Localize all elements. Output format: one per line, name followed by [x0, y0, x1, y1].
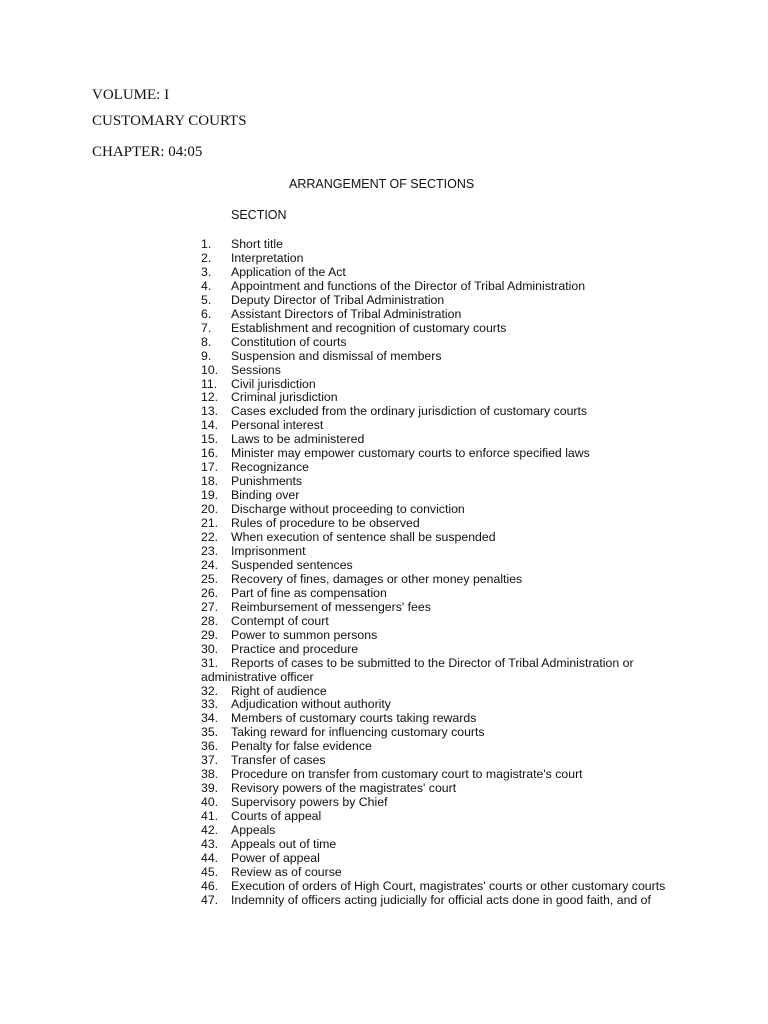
section-title: Procedure on transfer from customary court to magistrate's court [231, 767, 583, 782]
section-entry [201, 810, 691, 824]
arrangement-heading: ARRANGEMENT OF SECTIONS [289, 177, 475, 191]
section-title: Members of customary courts taking rewards [231, 711, 477, 726]
section-number: 23. [201, 543, 219, 558]
section-number: 4. [201, 278, 212, 293]
section-title: Adjudication without authority [231, 697, 391, 712]
section-number: 1. [201, 237, 212, 251]
section-number: 10. [201, 362, 219, 377]
section-column-heading: SECTION [231, 208, 287, 222]
section-title: Imprisonment [231, 543, 306, 558]
section-number: 25. [201, 571, 219, 586]
section-title: Part of fine as compensation [231, 585, 387, 600]
section-number: 27. [201, 599, 219, 614]
section-entry [201, 559, 691, 573]
section-entry [201, 615, 691, 629]
section-entry [201, 433, 691, 447]
section-number: 3. [201, 264, 212, 279]
section-number: 7. [201, 320, 212, 335]
section-title: Right of audience [231, 683, 327, 698]
section-number: 45. [201, 864, 219, 879]
section-number: 26. [201, 585, 219, 600]
section-title: Discharge without proceeding to conviction [231, 502, 465, 517]
section-title: Recovery of fines, damages or other money penalties [231, 571, 523, 586]
section-entry [201, 447, 691, 461]
section-number: 20. [201, 502, 219, 517]
section-title: Personal interest [231, 418, 324, 433]
section-entry [201, 378, 691, 392]
section-number: 13. [201, 404, 219, 419]
section-title: Reports of cases to be submitted to the Director of Tribal Administration or administrative officer [201, 655, 634, 684]
section-entry [201, 824, 691, 838]
section-entry [201, 685, 691, 699]
section-title: Civil jurisdiction [231, 376, 316, 391]
section-title: Indemnity of officers acting judicially for official acts done in good faith, and of [231, 892, 651, 907]
section-number: 22. [201, 530, 219, 545]
section-entry [201, 419, 691, 433]
section-entry [201, 880, 691, 894]
section-title: Reimbursement of messengers' fees [231, 599, 431, 614]
section-entry [201, 336, 691, 350]
section-entry [201, 894, 691, 908]
section-number: 38. [201, 767, 219, 782]
section-entry [201, 322, 691, 336]
section-number: 42. [201, 823, 219, 838]
section-entry [201, 280, 691, 294]
section-entry [201, 252, 691, 266]
section-number: 37. [201, 753, 219, 768]
section-entry [201, 657, 691, 685]
section-title: Courts of appeal [231, 809, 322, 824]
section-number: 31. [201, 655, 219, 670]
section-title: Revisory powers of the magistrates' court [231, 781, 457, 796]
section-entry [201, 531, 691, 545]
section-entry [201, 796, 691, 810]
section-entry [201, 503, 691, 517]
section-entry [201, 587, 691, 601]
chapter-label: CHAPTER: 04:05 [92, 144, 203, 160]
section-entry [201, 517, 691, 531]
section-number: 35. [201, 725, 219, 740]
section-number: 17. [201, 460, 219, 475]
section-entry [201, 475, 691, 489]
section-title: Penalty for false evidence [231, 739, 372, 754]
section-title: Appeals [231, 823, 276, 838]
section-entry [201, 461, 691, 475]
section-entry [201, 391, 691, 405]
section-number: 16. [201, 446, 219, 461]
section-title: Minister may empower customary courts to enforce specified laws [231, 446, 590, 461]
section-title: Appointment and functions of the Director of Tribal Administration [231, 278, 586, 293]
section-title: Supervisory powers by Chief [231, 795, 388, 810]
section-entry [201, 643, 691, 657]
section-number: 12. [201, 390, 219, 405]
section-number: 47. [201, 892, 219, 907]
section-entry [201, 350, 691, 364]
section-title: Recognizance [231, 460, 309, 475]
section-entry [201, 266, 691, 280]
section-number: 24. [201, 557, 219, 572]
section-entry [201, 726, 691, 740]
section-title: Laws to be administered [231, 432, 365, 447]
section-number: 41. [201, 809, 219, 824]
section-entry [201, 754, 691, 768]
section-number: 30. [201, 641, 219, 656]
section-number: 11. [201, 376, 218, 391]
section-number: 5. [201, 292, 212, 307]
section-number: 14. [201, 418, 219, 433]
sections-list [201, 238, 691, 908]
section-title: Punishments [231, 474, 303, 489]
section-title: Establishment and recognition of customary courts [231, 320, 507, 335]
section-entry [201, 712, 691, 726]
section-entry [201, 405, 691, 419]
section-entry [201, 601, 691, 615]
section-title: Sessions [231, 362, 281, 377]
section-title: Application of the Act [231, 264, 346, 279]
section-entry [201, 294, 691, 308]
section-number: 28. [201, 613, 219, 628]
section-number: 34. [201, 711, 219, 726]
section-title: Suspension and dismissal of members [231, 348, 442, 363]
section-title: Practice and procedure [231, 641, 359, 656]
section-entry [201, 573, 691, 587]
section-number: 15. [201, 432, 219, 447]
section-title: Execution of orders of High Court, magistrates' courts or other customary courts [231, 878, 666, 893]
section-entry [201, 308, 691, 322]
section-title: Interpretation [231, 250, 304, 265]
document-title: CUSTOMARY COURTS [92, 113, 247, 129]
section-number: 36. [201, 739, 219, 754]
section-title: When execution of sentence shall be suspended [231, 530, 496, 545]
section-title: Deputy Director of Tribal Administration [231, 292, 445, 307]
section-number: 6. [201, 306, 212, 321]
section-title: Transfer of cases [231, 753, 326, 768]
section-number: 40. [201, 795, 219, 810]
section-title: Criminal jurisdiction [231, 390, 338, 405]
section-entry [201, 768, 691, 782]
section-entry [201, 740, 691, 754]
section-entry [201, 852, 691, 866]
section-entry [201, 629, 691, 643]
section-number: 2. [201, 250, 212, 265]
section-number: 8. [201, 334, 212, 349]
section-number: 33. [201, 697, 219, 712]
section-entry [201, 364, 691, 378]
section-number: 21. [201, 516, 219, 531]
section-entry [201, 838, 691, 852]
section-entry [201, 866, 691, 880]
section-title: Assistant Directors of Tribal Administration [231, 306, 462, 321]
section-number: 19. [201, 488, 219, 503]
section-number: 29. [201, 627, 219, 642]
section-number: 32. [201, 683, 219, 698]
section-title: Appeals out of time [231, 836, 337, 851]
section-title: Suspended sentences [231, 557, 353, 572]
section-number: 39. [201, 781, 219, 796]
section-number: 46. [201, 878, 219, 893]
section-entry [201, 238, 691, 252]
section-title: Power of appeal [231, 850, 320, 865]
section-title: Rules of procedure to be observed [231, 516, 420, 531]
section-title: Short title [231, 237, 283, 251]
section-title: Cases excluded from the ordinary jurisdiction of customary courts [231, 404, 588, 419]
section-entry [201, 782, 691, 796]
section-number: 9. [201, 348, 212, 363]
section-number: 44. [201, 850, 219, 865]
section-title: Binding over [231, 488, 300, 503]
section-number: 18. [201, 474, 219, 489]
section-entry [201, 489, 691, 503]
section-title: Taking reward for influencing customary courts [231, 725, 485, 740]
section-title: Contempt of court [231, 613, 329, 628]
section-title: Review as of course [231, 864, 342, 879]
section-title: Constitution of courts [231, 334, 347, 349]
volume-label: VOLUME: I [92, 87, 170, 103]
section-entry [201, 698, 691, 712]
section-number: 43. [201, 836, 219, 851]
section-title: Power to summon persons [231, 627, 378, 642]
section-entry [201, 545, 691, 559]
